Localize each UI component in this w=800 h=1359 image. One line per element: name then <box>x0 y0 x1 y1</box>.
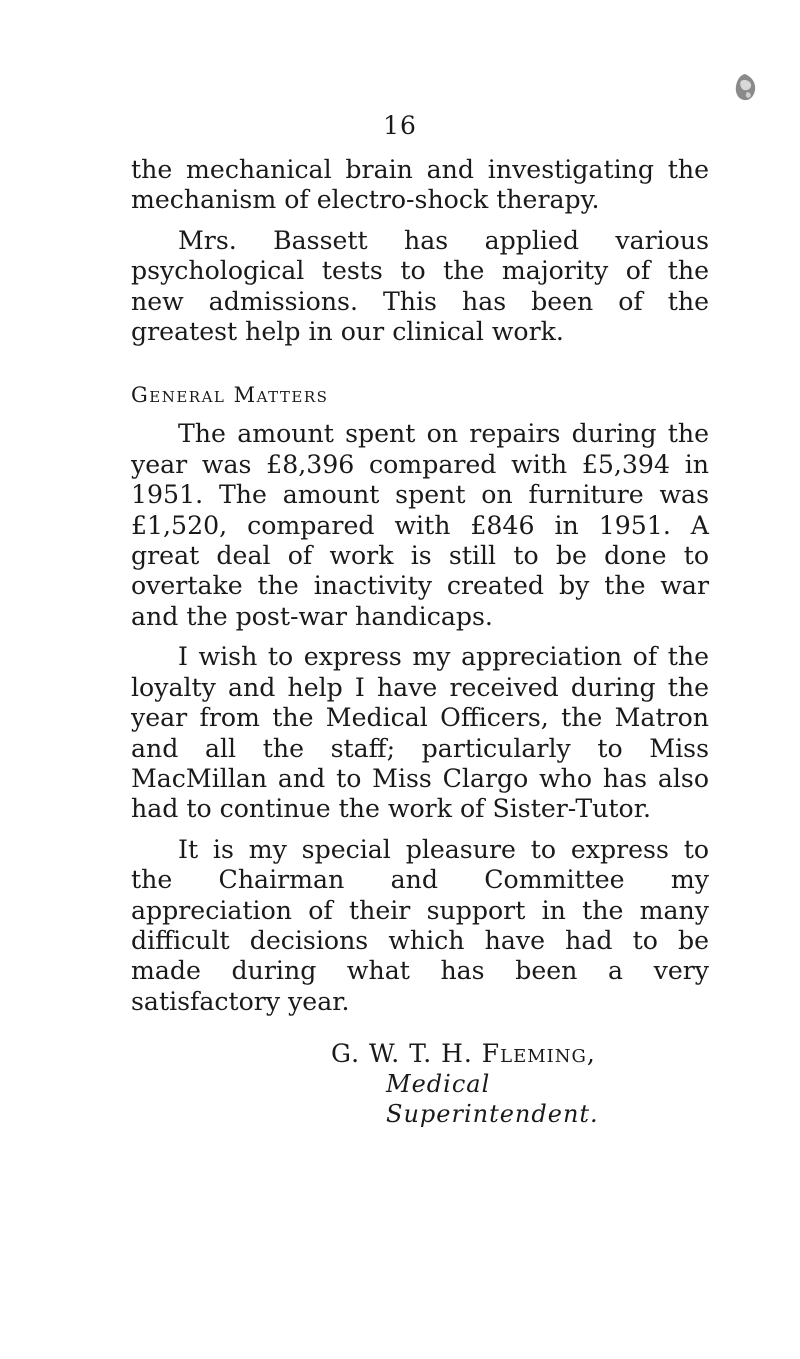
signature-block <box>131 1039 709 1129</box>
page-number: 16 <box>383 111 417 140</box>
document-body <box>131 155 709 1129</box>
appreciation-paragraph: I wish to express my appreciation of the loyalty and help I have received during the year from the Medical Officers, the Matron and all the staff; particularly to Miss MacMillan and to Miss Clargo who has also had to continue the work of Sister-Tutor. <box>131 642 709 824</box>
continuation-paragraph: the mechanical brain and investigating the mechanism of electro-shock therapy. <box>131 155 709 215</box>
signature-title: Medical Superintendent. <box>386 1070 599 1129</box>
committee-paragraph: It is my special pleasure to express to the Chairman and Committee my appreciation of their support in the many difficult decisions which have had to be made during what has been a very satisfactory year. <box>131 834 709 1016</box>
repairs-paragraph: The amount spent on repairs during the year was £8,396 compared with £5,394 in 1951. The amount spent on furniture was £1,520, compared with £846 in 1951. A great deal of work is still to be done to overtake the inactivity created by the war and the post-war handicaps. <box>131 419 709 631</box>
psychological-tests-paragraph: Mrs. Bassett has applied various psychological tests to the majority of the new admissions. This has been of the greatest help in our clinical work. <box>131 225 709 347</box>
section-heading-general-matters: General Matters <box>131 383 329 408</box>
signature-name: G. W. T. H. Fleming, <box>331 1039 596 1069</box>
binding-hole-mark <box>733 72 757 102</box>
